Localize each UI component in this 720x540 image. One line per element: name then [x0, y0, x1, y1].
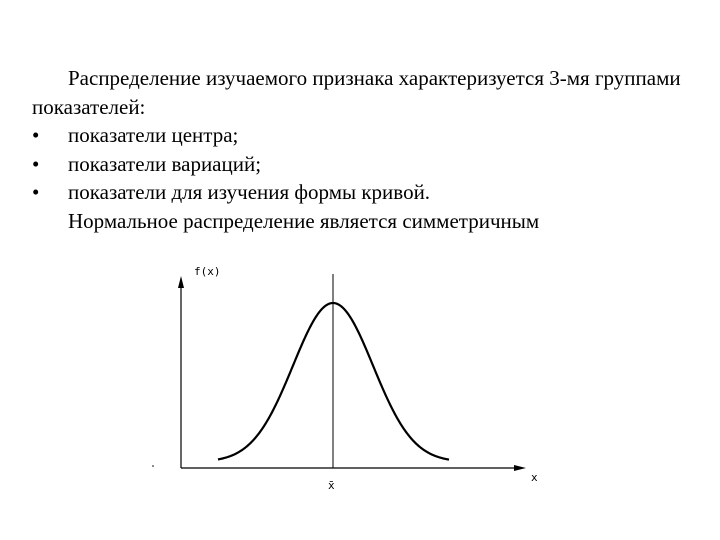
bullet-text: показатели для изучения формы кривой.	[68, 180, 431, 204]
bullet-text: показатели центра;	[68, 123, 239, 147]
x-axis-label: x	[531, 471, 538, 484]
bullet-icon: •	[32, 151, 40, 176]
bullet-text: показатели вариаций;	[68, 151, 262, 176]
bullet-icon: •	[32, 180, 40, 204]
y-axis-label: f(x)	[194, 265, 221, 278]
intro-paragraph: Распределение изучаемого признака характеризуется 3-мя группами показателей:	[32, 66, 681, 119]
stray-dot	[152, 465, 154, 467]
closing-paragraph: Нормальное распределение является симметричным	[68, 208, 540, 233]
y-axis-arrow-icon	[178, 276, 184, 288]
x-axis-arrow-icon	[514, 465, 526, 471]
mean-label: x̄	[328, 479, 335, 492]
bullet-icon: •	[32, 123, 40, 147]
